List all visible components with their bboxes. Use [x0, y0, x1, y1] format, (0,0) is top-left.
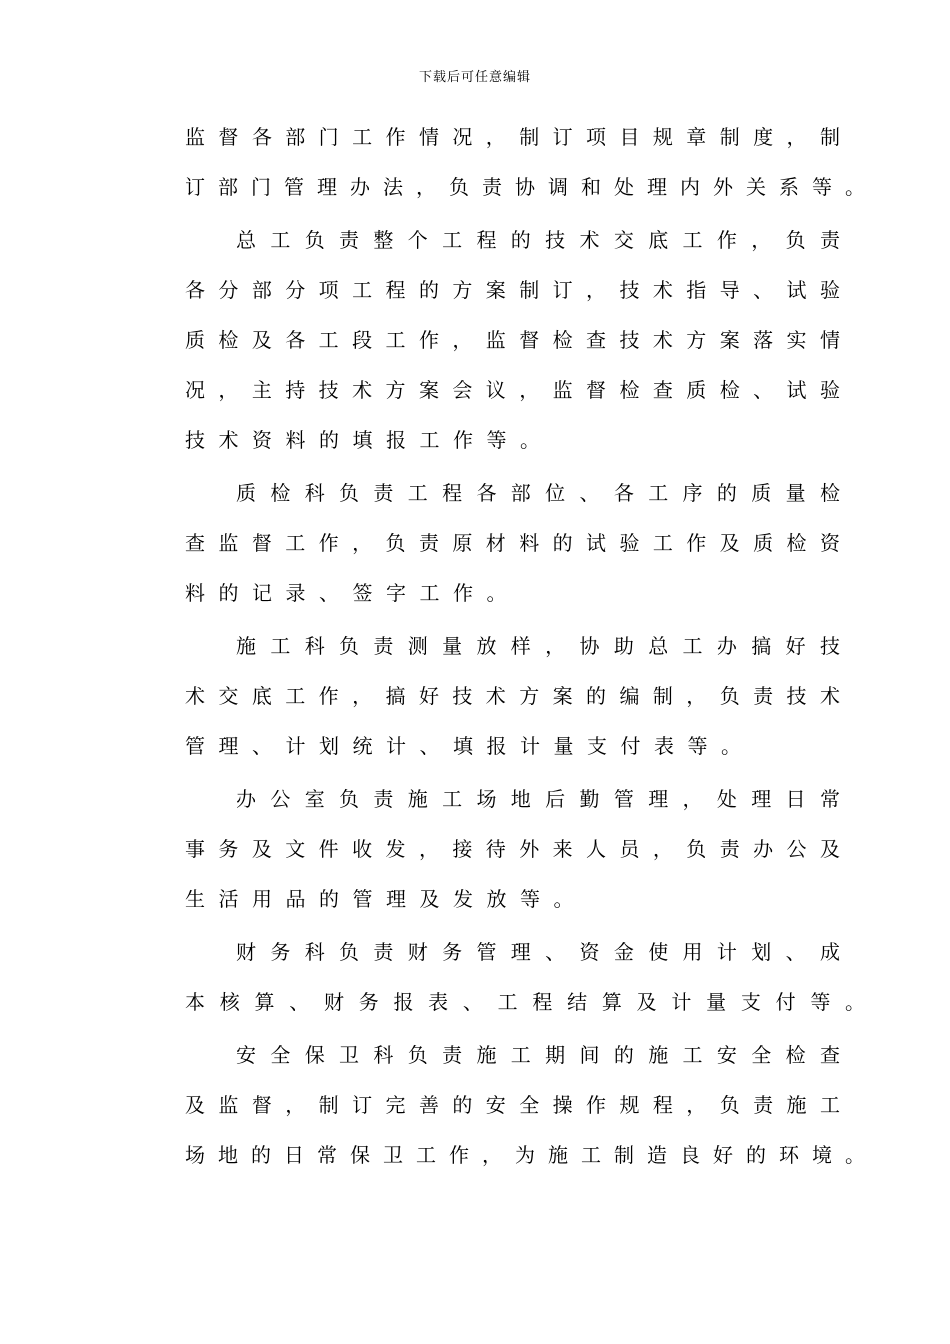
text-line: 管理、计划统计、填报计量支付表等。 — [185, 734, 755, 758]
text-line: 订部门管理办法，负责协调和处理内外关系等。 — [185, 175, 878, 199]
text-line: 料的记录、签字工作。 — [185, 581, 520, 605]
text-line: 事务及文件收发，接待外来人员，负责办公及 — [185, 837, 854, 861]
text-line: 场地的日常保卫工作，为施工制造良好的环境。 — [185, 1143, 878, 1167]
paragraph-first-line: 财务科负责财务管理、资金使用计划、成 — [236, 940, 855, 964]
text-line: 技术资料的填报工作等。 — [185, 428, 554, 452]
text-line: 查监督工作，负责原材料的试验工作及质检资 — [185, 531, 854, 555]
text-line: 监督各部门工作情况，制订项目规章制度，制 — [185, 125, 854, 149]
paragraph-first-line: 总工负责整个工程的技术交底工作，负责 — [236, 228, 855, 252]
paragraph-first-line: 办公室负责施工场地后勤管理，处理日常 — [236, 787, 855, 811]
text-line: 术交底工作，搞好技术方案的编制，负责技术 — [185, 684, 854, 708]
paragraph-first-line: 施工科负责测量放样，协助总工办搞好技 — [236, 634, 855, 658]
text-line: 况，主持技术方案会议，监督检查质检、试验 — [185, 378, 854, 402]
text-line: 生活用品的管理及发放等。 — [185, 887, 587, 911]
text-line: 本核算、财务报表、工程结算及计量支付等。 — [185, 990, 880, 1014]
text-line: 质检及各工段工作，监督检查技术方案落实情 — [185, 328, 854, 352]
text-line: 及监督，制订完善的安全操作规程，负责施工 — [185, 1093, 854, 1117]
paragraph-first-line: 安全保卫科负责施工期间的施工安全检查 — [236, 1043, 855, 1067]
paragraph-first-line: 质检科负责工程各部位、各工序的质量检 — [236, 481, 855, 505]
text-line: 各分部分项工程的方案制订，技术指导、试验 — [185, 278, 854, 302]
page-header: 下载后可任意编辑 — [418, 70, 531, 85]
